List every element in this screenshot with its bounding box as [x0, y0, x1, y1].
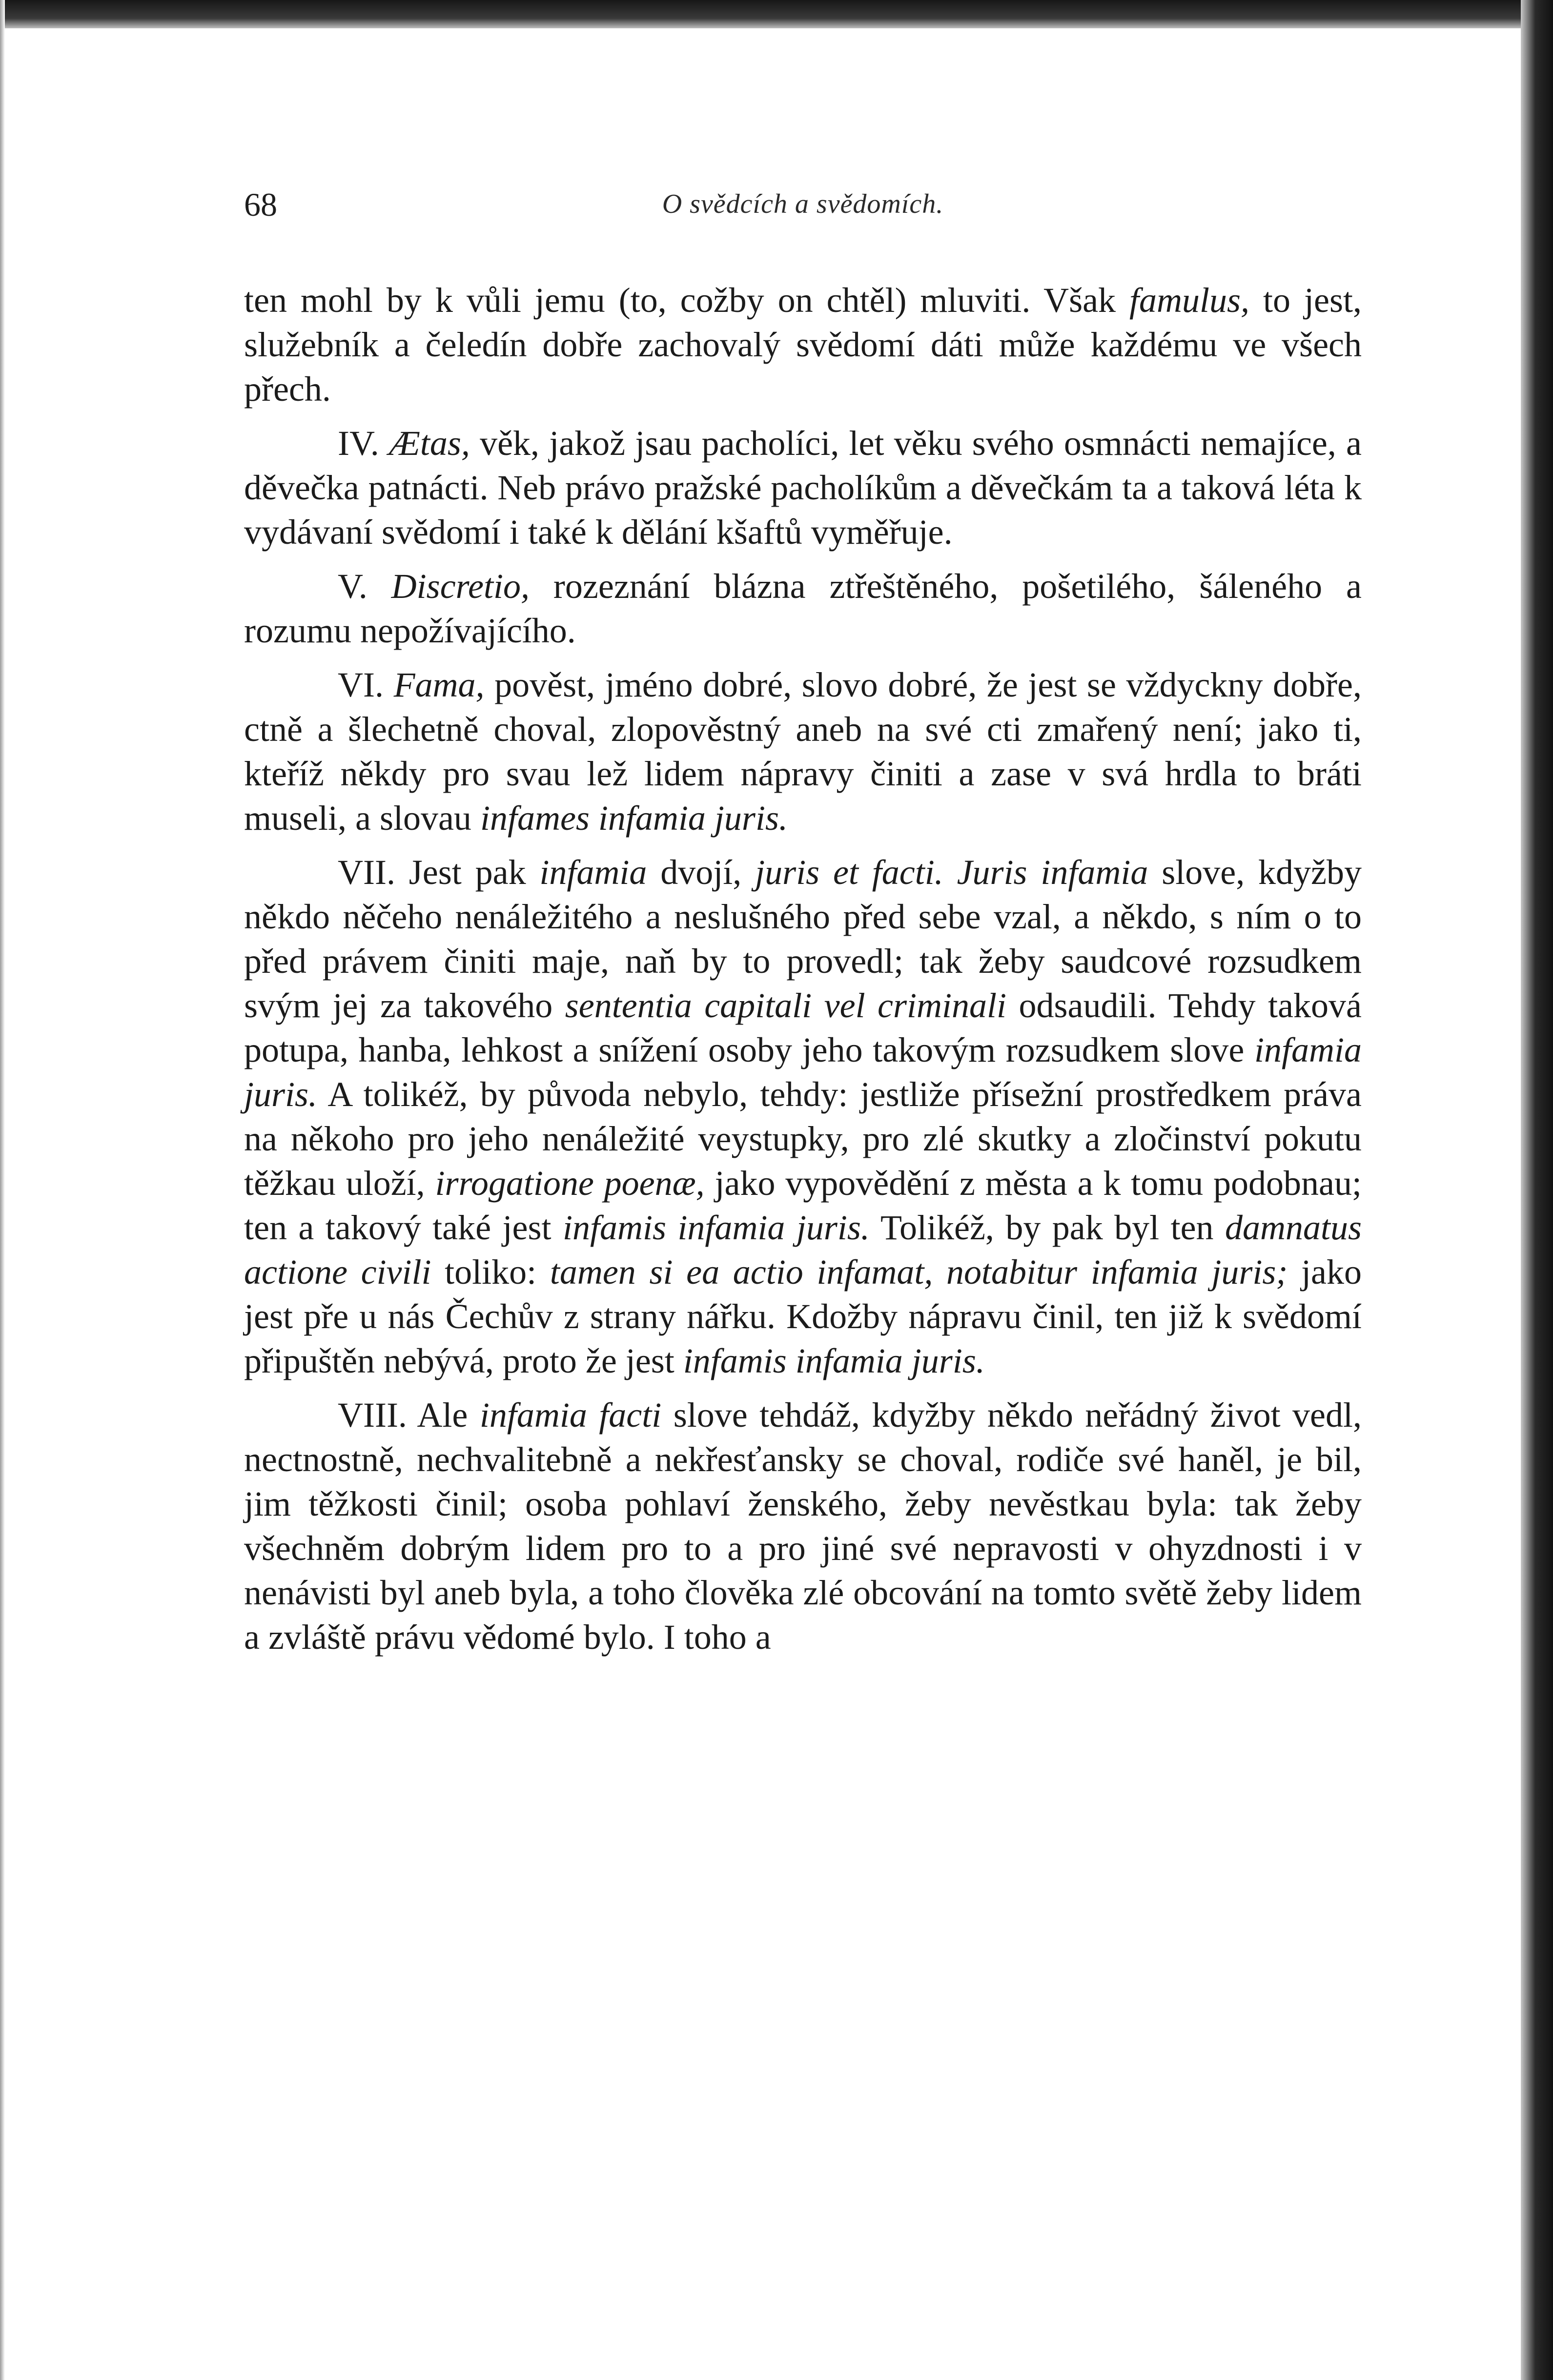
paragraph-vii — [244, 850, 1362, 1383]
text-span: rozeznání blázna ztřeštěného, pošetilého, šáleného a rozumu nepožívajícího. — [244, 567, 1362, 650]
latin-term: infamia facti — [479, 1395, 662, 1435]
latin-term: infamia juris. — [244, 1030, 1362, 1114]
latin-term: infames infamia juris. — [480, 799, 788, 838]
text-span: jako vypovědění z města a k tomu podobnau; ten a takový také jest — [244, 1164, 1362, 1247]
text-span: A tolikéž, by původa nebylo, tehdy: jestliže přísežní prostředkem práva na někoho pro jeho nenáležité veystupky, pro zlé skutky a zločinství pokutu těžkau uloží, — [244, 1075, 1362, 1203]
latin-term: sententia capitali vel criminali — [565, 986, 1007, 1025]
scan-edge-right — [1521, 0, 1553, 2380]
text-span: ten mohl by k vůli jemu (to, cožby on chtěl) mluviti. Však — [244, 281, 1130, 320]
text-span: VIII. Ale — [338, 1395, 480, 1435]
text-span: IV. — [338, 424, 389, 463]
text-span: jako jest pře u nás Čechův z strany nářku. Kdožby nápravu činil, ten již k svědomí připuštěn nebývá, proto že jest — [244, 1252, 1362, 1380]
body-text — [244, 278, 1362, 1669]
text-span: pověst, jméno dobré, slovo dobré, že jest se vždyckny dobře, ctně a šlechetně choval, zlopověstný aneb na své cti zmařený není; jako ti, kteříž někdy pro svau lež lidem nápravy činiti a zase v svá hrdla to bráti museli, a slovau — [244, 665, 1362, 838]
running-head — [244, 176, 1362, 234]
text-span: odsaudili. Tehdy taková potupa, hanba, lehkost a snížení osoby jeho takovým rozsudkem slove — [244, 986, 1362, 1069]
text-span: VII. Jest pak — [338, 853, 540, 892]
latin-term: irrogatione poenæ, — [435, 1164, 705, 1203]
scan-edge-top — [0, 0, 1553, 28]
latin-term: infamis infamia juris. — [683, 1341, 985, 1380]
text-span: dvojí, — [647, 853, 756, 892]
text-span: to jest, služebník a čeledín dobře zachovalý svědomí dáti může každému ve všech přech. — [244, 281, 1362, 409]
text-span: Tolikéž, by pak byl ten — [869, 1208, 1225, 1247]
latin-term: Discretio, — [391, 567, 530, 606]
latin-term: Ætas, — [388, 424, 470, 463]
latin-term: tamen si ea actio infamat, notabitur infamia juris; — [550, 1252, 1288, 1292]
paragraph-viii — [244, 1393, 1362, 1660]
paragraph-v — [244, 564, 1362, 653]
latin-term: infamis infamia juris. — [562, 1208, 870, 1247]
latin-term: famulus, — [1129, 281, 1250, 320]
text-span: V. — [338, 567, 391, 606]
text-span: toliko: — [431, 1252, 550, 1292]
text-span: VI. — [338, 665, 394, 704]
latin-term: Fama, — [393, 665, 485, 704]
latin-term: damnatus actione civili — [244, 1208, 1362, 1292]
paragraph-continuation — [244, 278, 1362, 411]
running-title: O svědcích a svědomích. — [662, 189, 944, 219]
scan-edge-left — [0, 0, 5, 2380]
text-span: slove tehdáž, kdyžby někdo neřádný život vedl, nectnostně, nechvalitebně a nekřesťansky se choval, rodiče své haněl, je bil, jim těžkosti činil; osoba pohlaví ženského, žeby nevěstkau byla: tak žeby všechněm dobrým lidem pro to a pro jiné své nepravosti v ohyzdnosti i v nenávisti byl aneb byla, a toho člověka zlé obcování na tomto světě žeby lidem a zvláště právu vědomé bylo. I toho a — [244, 1395, 1362, 1657]
paragraph-vi — [244, 663, 1362, 841]
latin-term: juris et facti. Juris infamia — [755, 853, 1148, 892]
paragraph-iv — [244, 421, 1362, 554]
text-span: věk, jakož jsau pacholíci, let věku svého osmnácti nemajíce, a děvečka patnácti. Neb právo pražské pacholíkům a děvečkám ta a taková léta k vydávaní svědomí i také k dělání kšaftů vyměřuje. — [244, 424, 1362, 552]
latin-term: infamia — [539, 853, 647, 892]
text-span: slove, kdyžby někdo něčeho nenáležitého a neslušného před sebe vzal, a někdo, s ním o to před právem činiti maje, naň by to provedl; tak žeby saudcové rozsudkem svým jej za takového — [244, 853, 1362, 1025]
page-number: 68 — [244, 186, 277, 223]
